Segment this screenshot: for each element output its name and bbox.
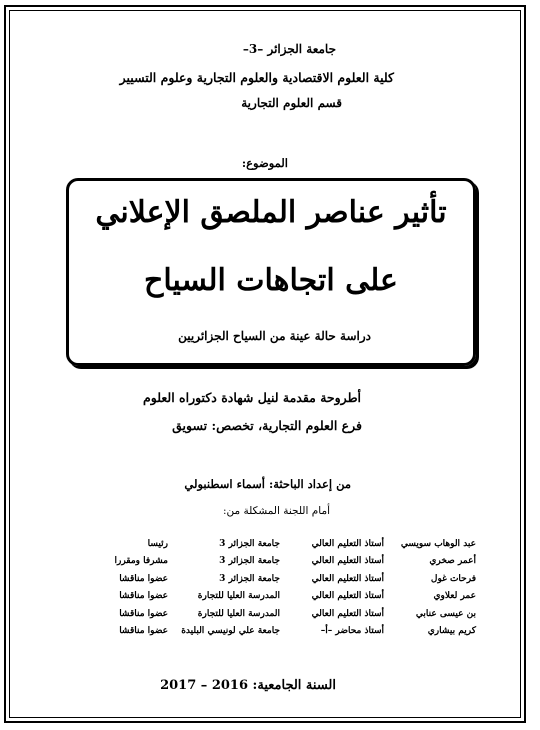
member-role: عضوا مناقشا (119, 626, 168, 637)
branch-specialty: فرع العلوم التجارية، تخصص: تسويق (172, 418, 362, 433)
member-institution: المدرسة العليا للتجارة (197, 608, 280, 619)
title-box (66, 178, 476, 366)
prepared-by: من إعداد الباحثة: أسماء اسطنبولي (184, 477, 351, 491)
table-row (78, 605, 476, 623)
member-role: عضوا مناقشا (119, 608, 168, 619)
member-institution: جامعة الجزائر 3 (219, 573, 280, 584)
member-rank: أستاذ التعليم العالي (311, 538, 384, 549)
member-institution: جامعة الجزائر 3 (219, 538, 280, 549)
thesis-title-line-1: تأثير عناصر الملصق الإعلاني (95, 195, 447, 230)
committee-table (78, 535, 476, 640)
department-name: قسم العلوم التجارية (241, 96, 342, 110)
subject-label: الموضوع: (241, 156, 288, 170)
member-role: رئيسا (147, 538, 168, 549)
university-name: جامعة الجزائر –3– (242, 42, 336, 56)
member-rank: أستاذ محاضر –أ– (320, 626, 384, 637)
academic-year: السنة الجامعية: 2016 – 2017 (160, 678, 336, 693)
table-row (78, 588, 476, 606)
committee-label: أمام اللجنة المشكلة من: (222, 505, 330, 517)
table-row (78, 570, 476, 588)
table-row (78, 553, 476, 571)
member-rank: أستاذ التعليم العالي (311, 591, 384, 602)
member-institution: جامعة علي لونيسي البليدة (181, 626, 280, 637)
member-institution: جامعة الجزائر 3 (219, 556, 280, 567)
member-role: مشرفا ومقررا (114, 556, 168, 567)
table-row (78, 535, 476, 553)
table-row (78, 623, 476, 641)
thesis-subtitle: دراسة حالة عينة من السياح الجزائريين (178, 329, 371, 343)
member-name: أعمر صخري (429, 556, 476, 567)
member-role: عضوا مناقشا (119, 573, 168, 584)
member-rank: أستاذ التعليم العالي (311, 608, 384, 619)
member-name: عبد الوهاب سويسي (400, 538, 476, 549)
member-role: عضوا مناقشا (119, 591, 168, 602)
member-rank: أستاذ التعليم العالي (311, 573, 384, 584)
degree-statement: أطروحة مقدمة لنيل شهادة دكتوراه العلوم (143, 390, 361, 405)
faculty-name: كلية العلوم الاقتصادية والعلوم التجارية وعلوم التسيير (119, 70, 394, 85)
thesis-title-line-2: على اتجاهات السياح (144, 263, 398, 298)
member-name: بن عيسى عنابي (415, 608, 476, 619)
member-institution: المدرسة العليا للتجارة (197, 591, 280, 602)
member-name: عمر لعلاوي (433, 591, 476, 602)
member-rank: أستاذ التعليم العالي (311, 556, 384, 567)
member-name: فرحات غول (430, 573, 476, 584)
member-name: كريم بيشاري (427, 626, 476, 637)
